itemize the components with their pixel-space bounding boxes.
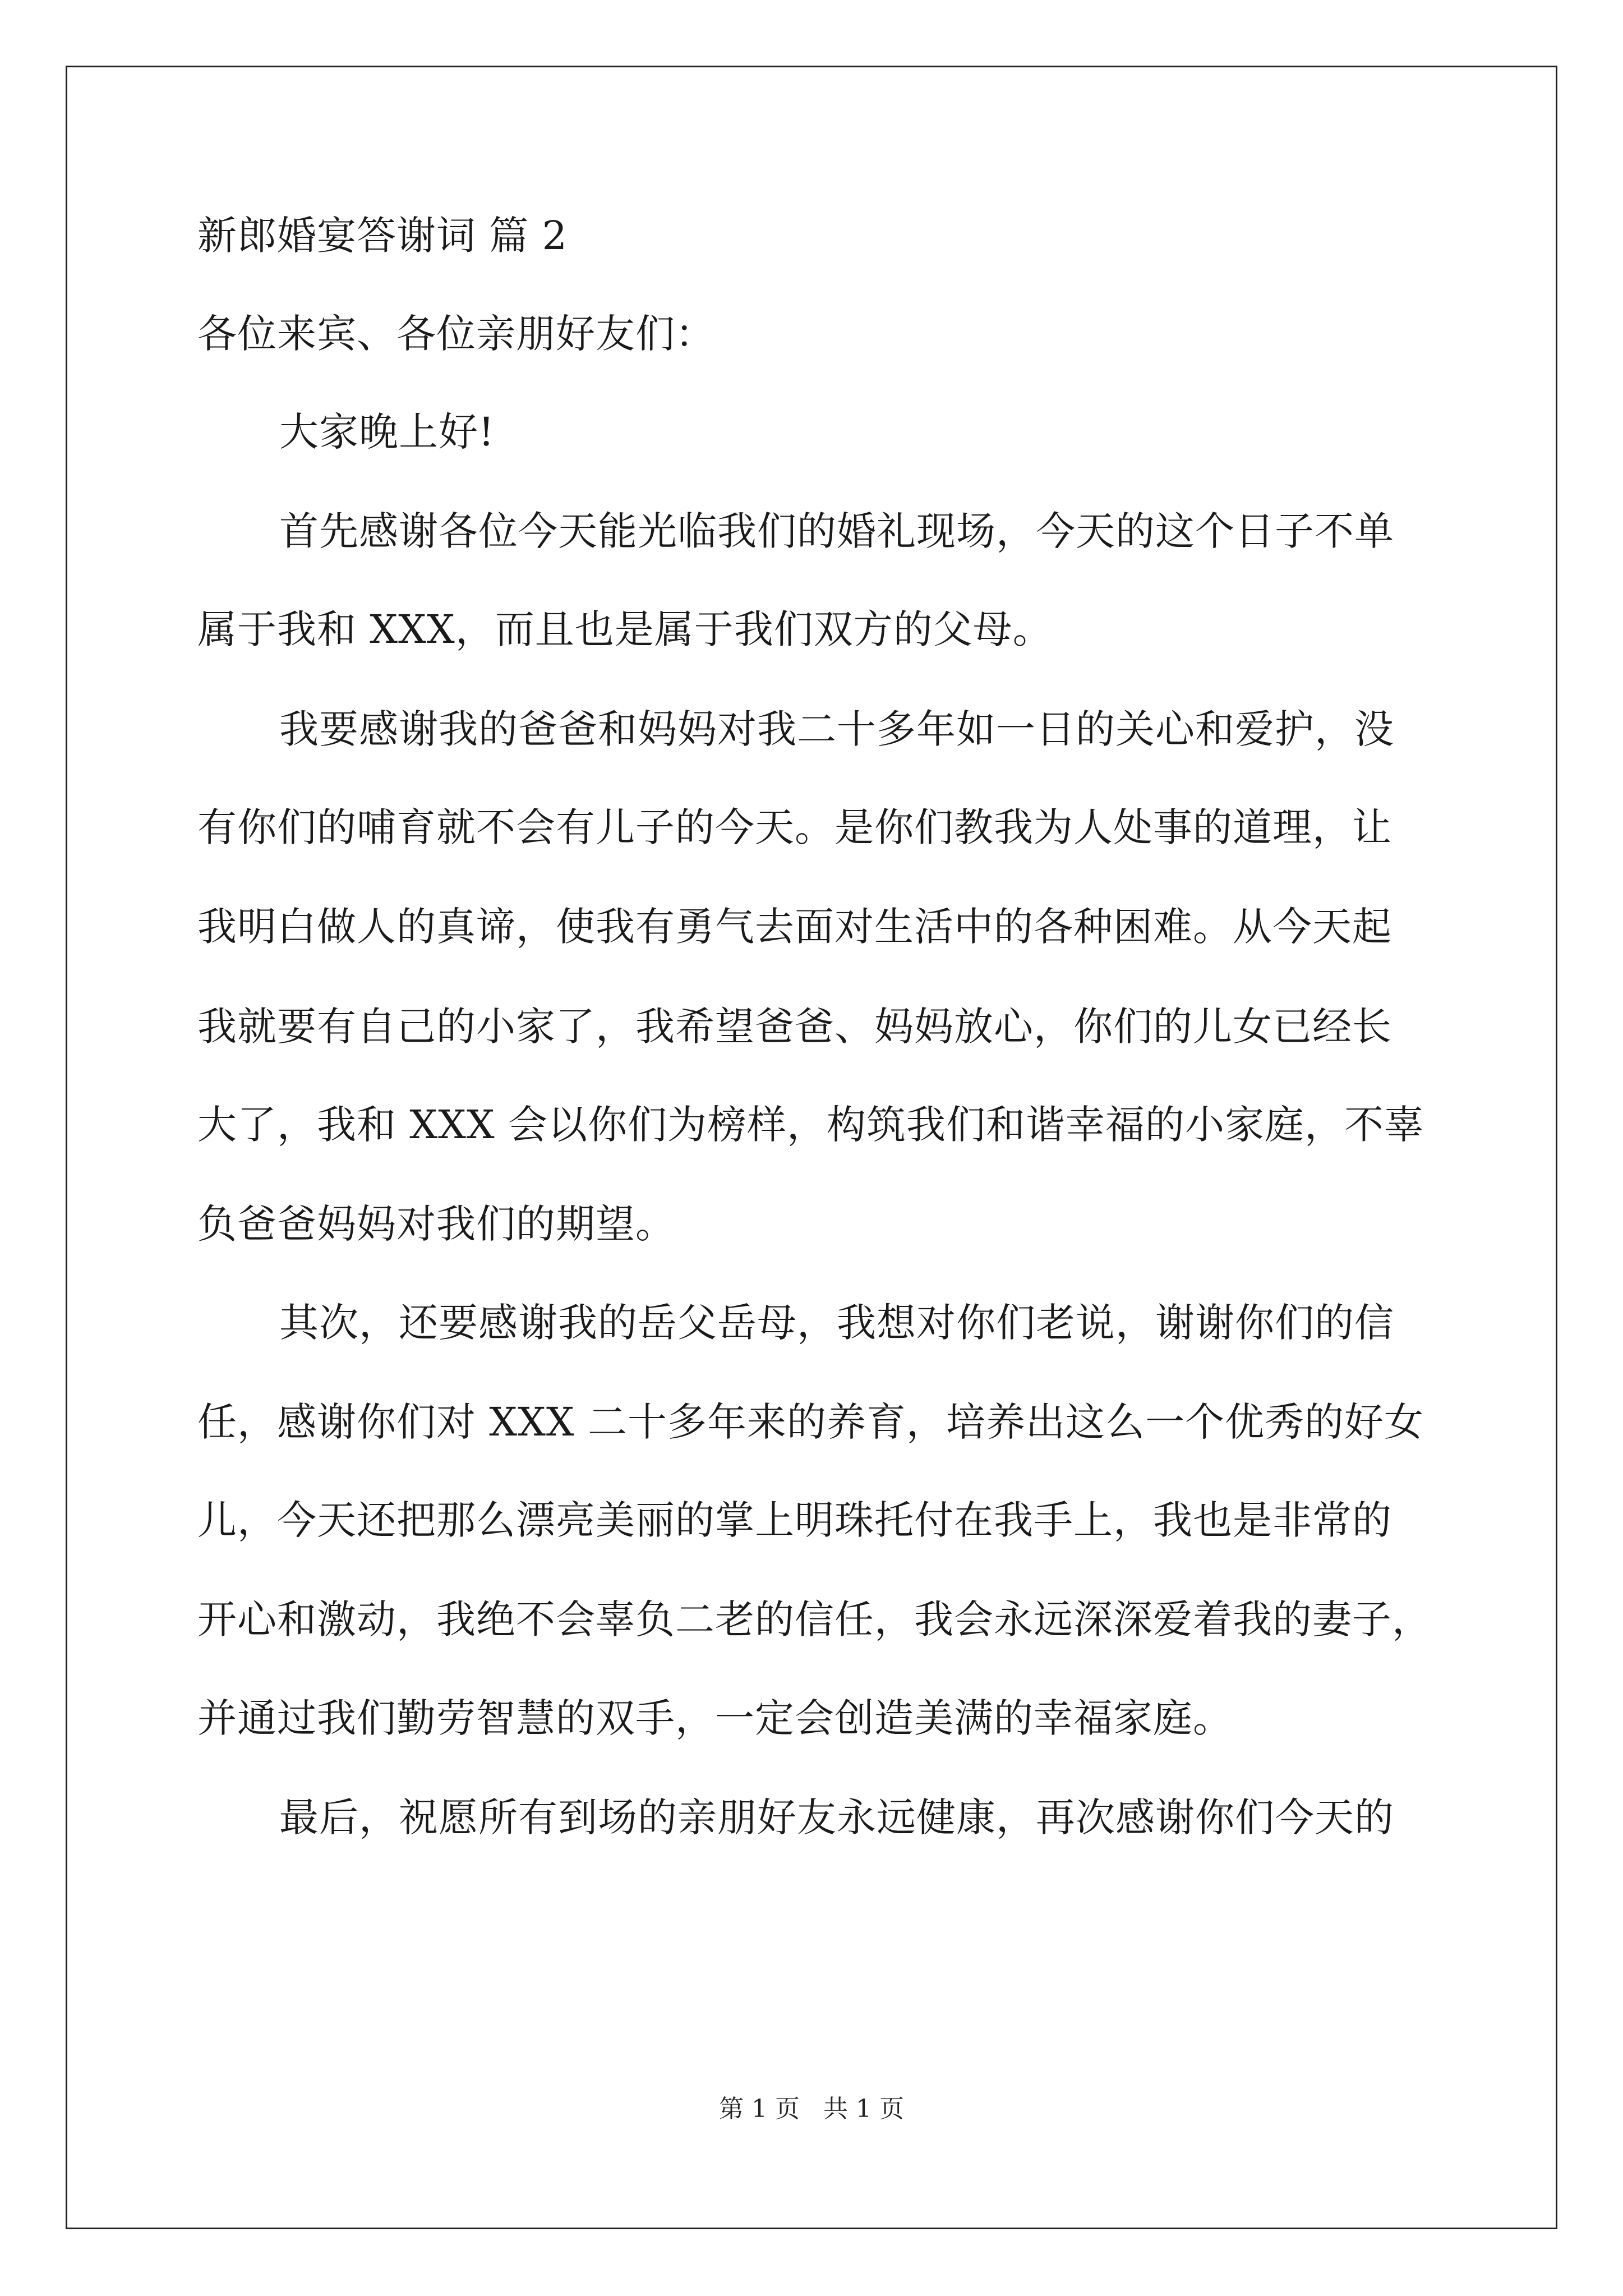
paragraph-line: 其次，还要感谢我的岳父岳母，我想对你们老说，谢谢你们的信 — [279, 1300, 1394, 1346]
paragraph-line: 开心和激动，我绝不会辜负二老的信任，我会永远深深爱着我的妻子， — [197, 1596, 1432, 1642]
paragraph-line: 任，感谢你们对 XXX 二十多年来的养育，培养出这么一个优秀的好女 — [197, 1399, 1424, 1445]
page-total: 共 1 页 — [823, 2095, 904, 2123]
paragraph-line: 属于我和 XXX，而且也是属于我们双方的父母。 — [197, 606, 1053, 652]
paragraph-line: 最后，祝愿所有到场的亲朋好友永远健康，再次感谢你们今天的 — [279, 1795, 1394, 1841]
greeting: 大家晚上好! — [279, 409, 495, 455]
page-number: 第 1 页 — [719, 2095, 800, 2123]
paragraph-line: 我要感谢我的爸爸和妈妈对我二十多年如一日的关心和爱护，没 — [279, 706, 1394, 752]
paragraph-line: 我就要有自己的小家了，我希望爸爸、妈妈放心，你们的儿女已经长 — [197, 1004, 1392, 1050]
paragraph-line: 儿，今天还把那么漂亮美丽的掌上明珠托付在我手上，我也是非常的 — [197, 1497, 1392, 1543]
paragraph-line: 首先感谢各位今天能光临我们的婚礼现场，今天的这个日子不单 — [279, 508, 1394, 554]
document-title: 新郎婚宴答谢词 篇 2 — [197, 213, 568, 259]
paragraph-line: 负爸爸妈妈对我们的期望。 — [197, 1201, 675, 1247]
page-footer — [0, 2092, 1623, 2126]
salutation: 各位来宾、各位亲朋好友们： — [197, 311, 715, 357]
paragraph-line: 并通过我们勤劳智慧的双手，一定会创造美满的幸福家庭。 — [197, 1695, 1233, 1741]
paragraph-line: 我明白做人的真谛，使我有勇气去面对生活中的各种困难。从今天起 — [197, 904, 1392, 950]
paragraph-line: 大了，我和 XXX 会以你们为榜样，构筑我们和谐幸福的小家庭，不辜 — [197, 1102, 1424, 1148]
paragraph-line: 有你们的哺育就不会有儿子的今天。是你们教我为人处事的道理，让 — [197, 804, 1392, 850]
